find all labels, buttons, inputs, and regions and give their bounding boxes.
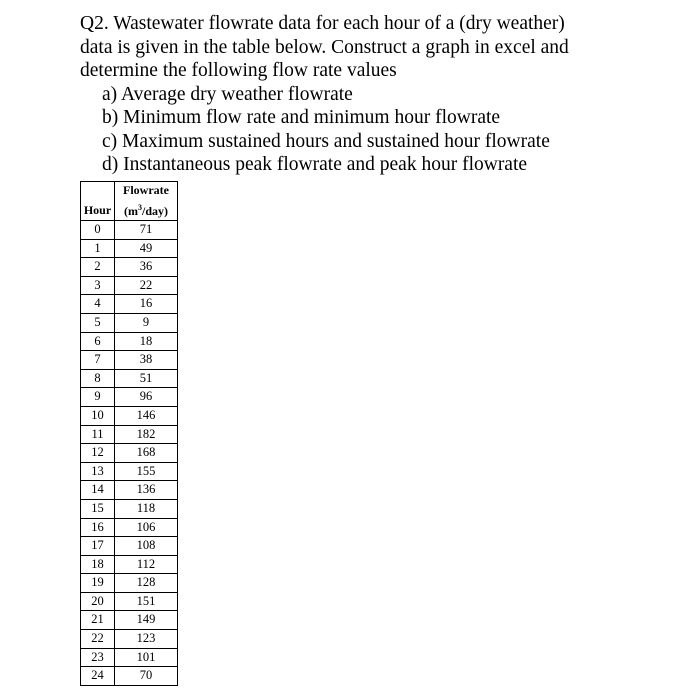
flowrate-cell: 118 [115,499,178,518]
question-item-b: b) Minimum flow rate and minimum hour flowrate [102,107,501,128]
table-row [81,258,178,277]
table-row [81,276,178,295]
table-header-row [81,182,178,221]
flowrate-cell: 151 [115,592,178,611]
unit-superscript: 3 [137,203,142,212]
table-row [81,499,178,518]
hour-cell: 23 [81,648,115,667]
question-text [80,12,680,177]
table-row [81,630,178,649]
flowrate-cell: 38 [115,351,178,370]
table-row [81,313,178,332]
table-row [81,369,178,388]
table-row [81,462,178,481]
table-row [81,425,178,444]
table-row [81,481,178,500]
hour-cell: 5 [81,313,115,332]
table-row [81,611,178,630]
hour-cell: 1 [81,239,115,258]
flowrate-cell: 71 [115,221,178,240]
hour-cell: 20 [81,592,115,611]
table-row [81,295,178,314]
hour-cell: 16 [81,518,115,537]
table-body [81,221,178,686]
flowrate-cell: 168 [115,444,178,463]
flowrate-cell: 128 [115,574,178,593]
flowrate-cell: 101 [115,648,178,667]
flowrate-cell: 51 [115,369,178,388]
hour-cell: 10 [81,406,115,425]
table-row [81,332,178,351]
hour-cell: 8 [81,369,115,388]
hour-cell: 18 [81,555,115,574]
hour-cell: 21 [81,611,115,630]
table-row [81,555,178,574]
table-row [81,537,178,556]
hour-cell: 24 [81,667,115,686]
flowrate-cell: 22 [115,276,178,295]
flowrate-cell: 108 [115,537,178,556]
table-row [81,221,178,240]
table-row [81,592,178,611]
hour-cell: 11 [81,425,115,444]
question-line: data is given in the table below. Construct a graph in excel and [80,36,569,58]
table-row [81,406,178,425]
header-flowrate-title: Flowrate [123,183,169,197]
flowrate-cell: 70 [115,667,178,686]
hour-cell: 22 [81,630,115,649]
question-item-d: d) Instantaneous peak flowrate and peak hour flowrate [102,154,528,175]
table-row [81,648,178,667]
question-line: determine the following flow rate values [80,60,397,81]
header-flowrate [115,182,178,221]
table-row [81,239,178,258]
flowrate-cell: 36 [115,258,178,277]
hour-cell: 0 [81,221,115,240]
flowrate-cell: 155 [115,462,178,481]
hour-cell: 6 [81,332,115,351]
flowrate-cell: 112 [115,555,178,574]
question-item-c: c) Maximum sustained hours and sustained hour flowrate [102,130,550,152]
hour-cell: 19 [81,574,115,593]
hour-cell: 13 [81,462,115,481]
table-row [81,351,178,370]
unit-prefix: (m [123,204,138,218]
hour-cell: 4 [81,295,115,314]
unit-suffix: /day) [141,204,168,218]
flowrate-cell: 149 [115,611,178,630]
flowrate-cell: 146 [115,406,178,425]
header-hour: Hour [81,182,115,221]
flowrate-cell: 49 [115,239,178,258]
flowrate-table [80,181,178,686]
flowrate-cell: 136 [115,481,178,500]
hour-cell: 12 [81,444,115,463]
table-row [81,518,178,537]
flowrate-cell: 16 [115,295,178,314]
flowrate-cell: 96 [115,388,178,407]
hour-cell: 3 [81,276,115,295]
flowrate-cell: 182 [115,425,178,444]
flowrate-cell: 9 [115,313,178,332]
hour-cell: 15 [81,499,115,518]
header-flowrate-unit [115,199,177,220]
hour-cell: 14 [81,481,115,500]
hour-cell: 2 [81,258,115,277]
question-item-a: a) Average dry weather flowrate [102,83,353,105]
table-row [81,444,178,463]
hour-cell: 17 [81,537,115,556]
flowrate-cell: 106 [115,518,178,537]
hour-cell: 7 [81,351,115,370]
flowrate-cell: 18 [115,332,178,351]
flowrate-cell: 123 [115,630,178,649]
hour-cell: 9 [81,388,115,407]
table-row [81,574,178,593]
table-row [81,388,178,407]
table-row [81,667,178,686]
question-line: Q2. Wastewater flowrate data for each hour of a (dry weather) [80,13,565,34]
